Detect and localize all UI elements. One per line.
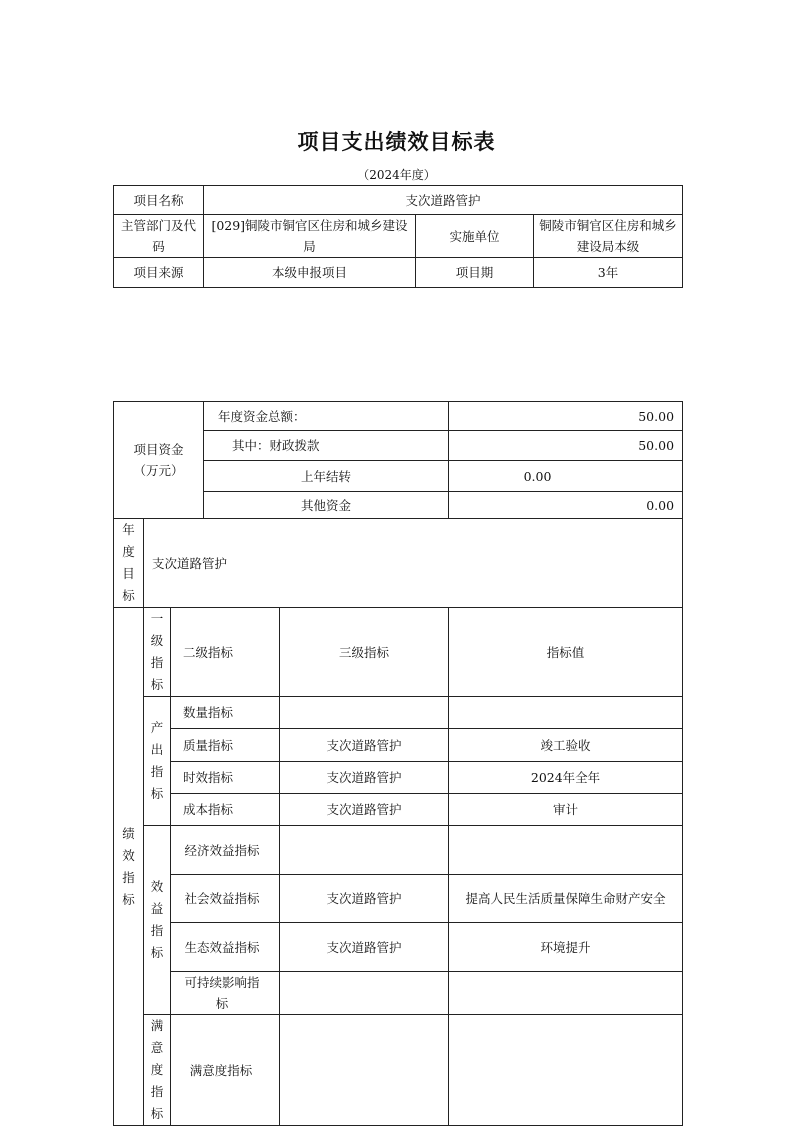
sat-l2: 满意度指标 bbox=[171, 1015, 280, 1126]
qty-value bbox=[449, 697, 683, 729]
social-value: 提高人民生活质量保障生命财产安全 bbox=[449, 875, 683, 923]
value-header: 指标值 bbox=[449, 608, 683, 697]
l1-header-text: 一级指标 bbox=[150, 611, 164, 692]
perf-label-text: 绩效指标 bbox=[122, 825, 135, 907]
quality-l3: 支次道路管护 bbox=[280, 729, 449, 762]
eco-value: 环境提升 bbox=[449, 923, 683, 972]
funds-carry-value: 0.00 bbox=[449, 461, 683, 492]
social-l3: 支次道路管护 bbox=[280, 875, 449, 923]
source-value: 本级申报项目 bbox=[204, 258, 416, 288]
sat-label-text: 满意度指标 bbox=[150, 1018, 164, 1121]
social-label: 社会效益指标 bbox=[171, 875, 280, 923]
funds-other-label: 其他资金 bbox=[204, 492, 449, 519]
quality-label: 质量指标 bbox=[171, 729, 280, 762]
funds-carry-label: 上年结转 bbox=[204, 461, 449, 492]
eco-l3: 支次道路管护 bbox=[280, 923, 449, 972]
quality-value: 竣工验收 bbox=[449, 729, 683, 762]
funds-fiscal-value: 50.00 bbox=[449, 431, 683, 461]
qty-label: 数量指标 bbox=[171, 697, 280, 729]
page-title: 项目支出绩效目标表 bbox=[297, 129, 496, 154]
sustain-l3 bbox=[280, 972, 449, 1015]
period-label: 项目期 bbox=[416, 258, 534, 288]
sat-label bbox=[144, 1015, 171, 1126]
cost-label: 成本指标 bbox=[171, 794, 280, 826]
sat-value bbox=[449, 1015, 683, 1126]
qty-l3 bbox=[280, 697, 449, 729]
benefit-label-text: 效益指标 bbox=[150, 879, 164, 960]
funds-label: 项目资金（万元） bbox=[114, 402, 204, 519]
eco-label: 生态效益指标 bbox=[171, 923, 280, 972]
period-value: 3年 bbox=[534, 258, 683, 288]
impl-label: 实施单位 bbox=[416, 215, 534, 258]
l1-header bbox=[144, 608, 171, 697]
output-label-text: 产出指标 bbox=[150, 720, 164, 801]
time-value: 2024年全年 bbox=[449, 762, 683, 794]
project-name-value: 支次道路管护 bbox=[204, 186, 683, 215]
dept-label: 主管部门及代码 bbox=[114, 215, 204, 258]
econ-label: 经济效益指标 bbox=[171, 826, 280, 875]
funds-total-label: 年度资金总额： bbox=[204, 402, 449, 431]
year-note: （2024年度） bbox=[357, 168, 436, 182]
econ-value bbox=[449, 826, 683, 875]
sustain-value bbox=[449, 972, 683, 1015]
time-label: 时效指标 bbox=[171, 762, 280, 794]
cost-value: 审计 bbox=[449, 794, 683, 826]
perf-label bbox=[114, 608, 144, 1126]
econ-l3 bbox=[280, 826, 449, 875]
l2-header: 二级指标 bbox=[171, 608, 280, 697]
cost-l3: 支次道路管护 bbox=[280, 794, 449, 826]
dept-value: [029]铜陵市铜官区住房和城乡建设局 bbox=[204, 215, 416, 258]
output-label bbox=[144, 697, 171, 826]
impl-value: 铜陵市铜官区住房和城乡建设局本级 bbox=[534, 215, 683, 258]
sustain-label: 可持续影响指标 bbox=[171, 972, 280, 1015]
sat-l3 bbox=[280, 1015, 449, 1126]
source-label: 项目来源 bbox=[114, 258, 204, 288]
funds-total-value: 50.00 bbox=[449, 402, 683, 431]
annual-goal-label-text: 年度目标 bbox=[122, 522, 135, 603]
project-name-label: 项目名称 bbox=[114, 186, 204, 215]
annual-goal-value: 支次道路管护 bbox=[144, 519, 683, 608]
time-l3: 支次道路管护 bbox=[280, 762, 449, 794]
benefit-label bbox=[144, 826, 171, 1015]
l3-header: 三级指标 bbox=[280, 608, 449, 697]
annual-goal-label bbox=[114, 519, 144, 608]
funds-fiscal-label: 其中：财政拨款 bbox=[204, 431, 449, 461]
funds-and-goals-table bbox=[113, 401, 683, 1126]
project-info-table bbox=[113, 185, 683, 288]
funds-other-value: 0.00 bbox=[449, 492, 683, 519]
